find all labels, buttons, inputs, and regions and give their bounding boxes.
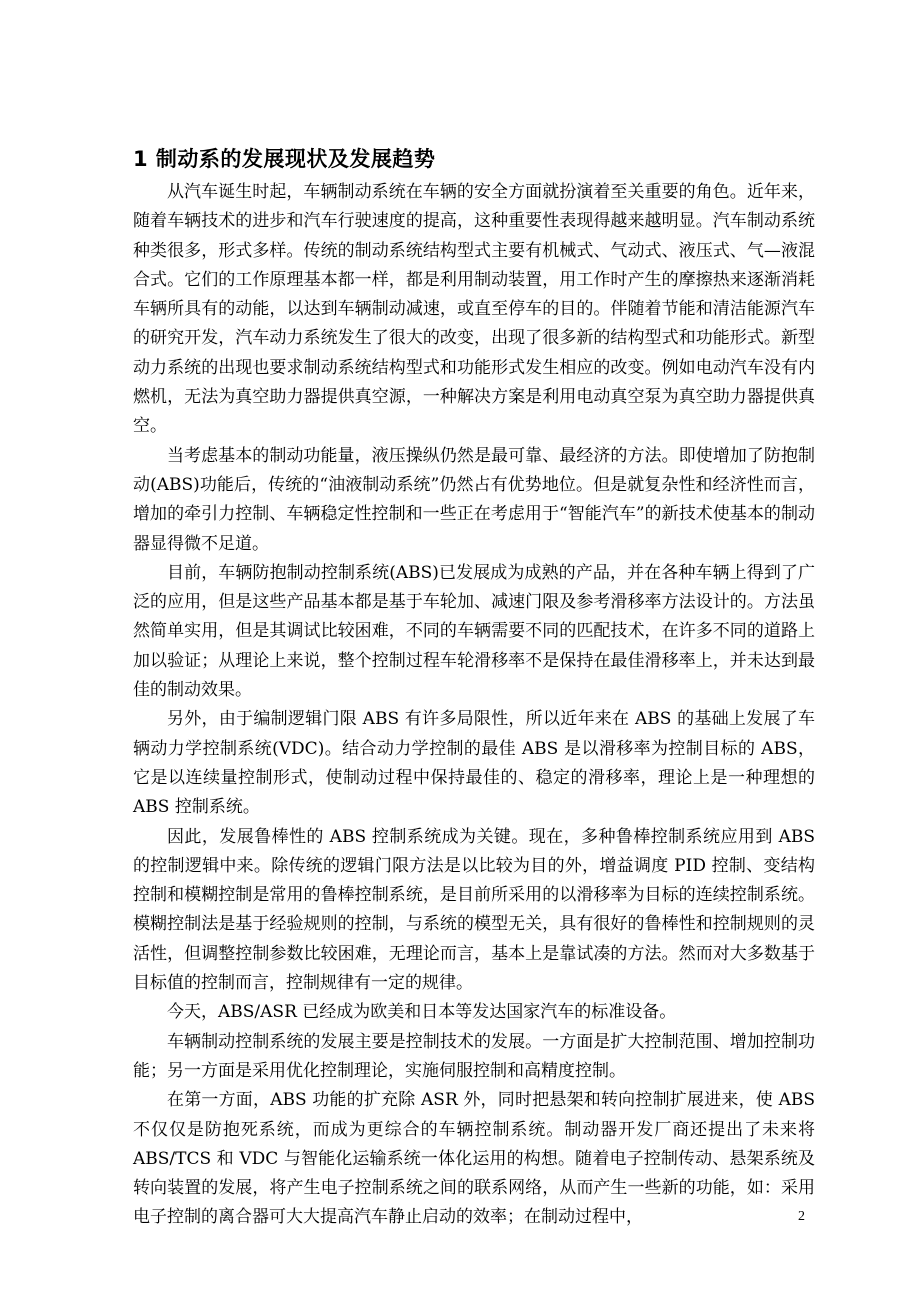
paragraph: 另外，由于编制逻辑门限 ABS 有许多局限性，所以近年来在 ABS 的基础上发展了车辆动力学控制系统(VDC)。结合动力学控制的最佳 ABS 是以滑移率为控制目标的 ABS，它是以连续量控制形式，使制动过程中保持最佳的、稳定的滑移率，理论上是一种理想的 ABS 控制系统。 [133, 709, 815, 818]
paragraph: 在第一方面，ABS 功能的扩充除 ASR 外，同时把悬架和转向控制扩展进来，使 ABS 不仅仅是防抱死系统，而成为更综合的车辆控制系统。制动器开发厂商还提出了未来将 ABS/TCS 和 VDC 与智能化运输系统一体化运用的构想。随着电子控制传动、悬架系统及转向装置的发展，将产生电子控制系统之间的联系网络，从而产生一些新的功能，如：采用电子控制的离合器可大大提高汽车静止启动的效率；在制动过程中， [133, 1090, 815, 1228]
paragraph: 从汽车诞生时起，车辆制动系统在车辆的安全方面就扮演着至关重要的角色。近年来，随着车辆技术的进步和汽车行驶速度的提高，这种重要性表现得越来越明显。汽车制动系统种类很多，形式多样。传统的制动系统结构型式主要有机械式、气动式、液压式、气—液混合式。它们的工作原理基本都一样，都是利用制动装置，用工作时产生的摩擦热来逐渐消耗车辆所具有的动能，以达到车辆制动减速，或直至停车的目的。伴随着节能和清洁能源汽车的研究开发，汽车动力系统发生了很大的改变，出现了很多新的结构型式和功能形式。新型动力系统的出现也要求制动系统结构型式和功能形式发生相应的改变。例如电动汽车没有内燃机，无法为真空助力器提供真空源，一种解决方案是利用电动真空泵为真空助力器提供真空。 [133, 182, 815, 437]
page-number: 2 [798, 1209, 805, 1224]
paragraph: 今天，ABS/ASR 已经成为欧美和日本等发达国家汽车的标准设备。 [167, 1002, 677, 1023]
paragraph: 目前，车辆防抱制动控制系统(ABS)已发展成为成熟的产品，并在各种车辆上得到了广泛的应用，但是这些产品基本都是基于车轮加、减速门限及参考滑移率方法设计的。方法虽然简单实用，但是其调试比较困难，不同的车辆需要不同的匹配技术，在许多不同的道路上加以验证；从理论上来说，整个控制过程车轮滑移率不是保持在最佳滑移率上，并未达到最佳的制动效果。 [133, 562, 815, 701]
paragraph: 车辆制动控制系统的发展主要是控制技术的发展。一方面是扩大控制范围、增加控制功能；另一方面是采用优化控制理论，实施伺服控制和高精度控制。 [133, 1031, 815, 1081]
paragraph: 当考虑基本的制动功能量，液压操纵仍然是最可靠、最经济的方法。即使增加了防抱制动(ABS)功能后，传统的“油液制动系统”仍然占有优势地位。但是就复杂性和经济性而言，增加的牵引力控制、车辆稳定性控制和一些正在考虑用于“智能汽车”的新技术使基本的制动器显得微不足道。 [133, 445, 815, 554]
body-text [133, 178, 815, 1233]
paragraph: 因此，发展鲁棒性的 ABS 控制系统成为关键。现在，多种鲁棒控制系统应用到 ABS 的控制逻辑中来。除传统的逻辑门限方法是以比较为目的外，增益调度 PID 控制、变结构控制和模糊控制是常用的鲁棒控制系统，是目前所采用的以滑移率为目标的连续控制系统。模糊控制法是基于经验规则的控制，与系统的模型无关，具有很好的鲁棒性和控制规则的灵活性，但调整控制参数比较困难，无理论而言，基本上是靠试凑的方法。然而对大多数基于目标值的控制而言，控制规律有一定的规律。 [133, 826, 815, 994]
section-heading: 1 制动系的发展现状及发展趋势 [133, 147, 436, 171]
